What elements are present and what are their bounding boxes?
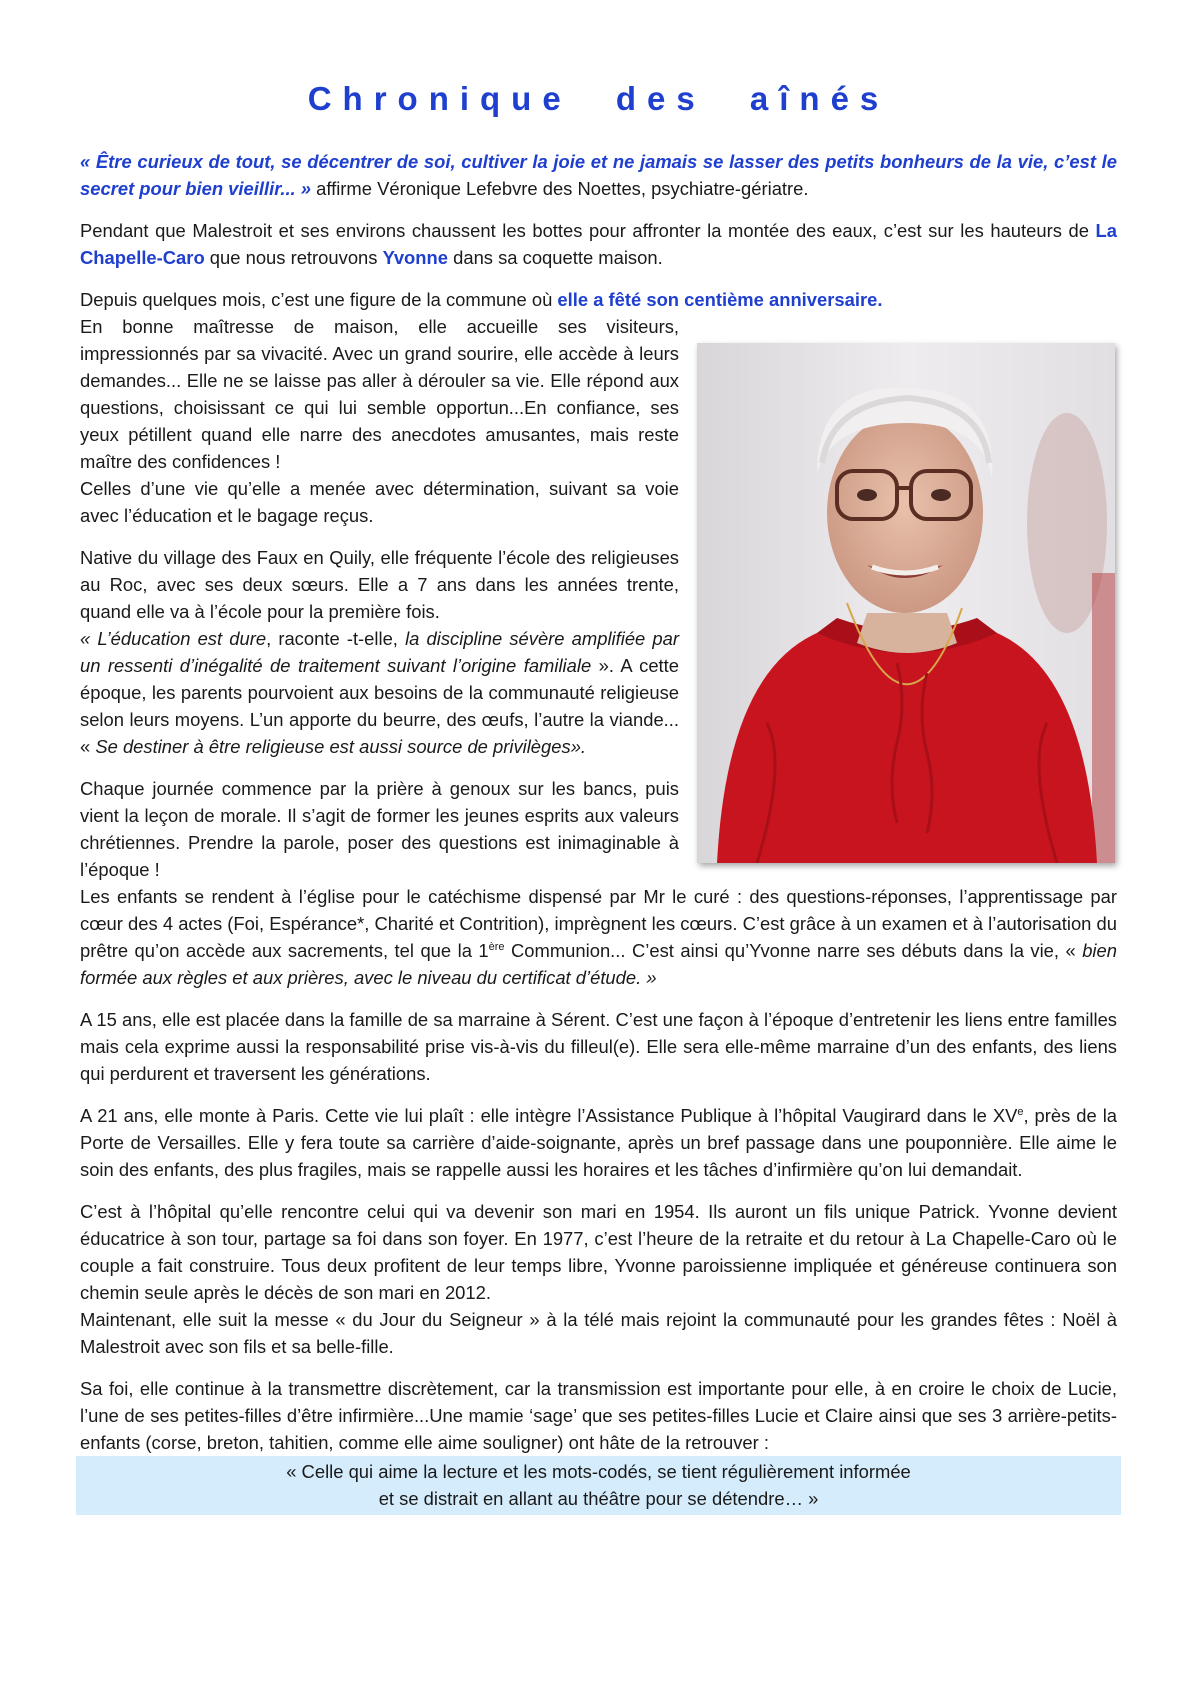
text-span: Native du village des Faux en Quily, elle fréquente l’école des religieuses au Roc, avec ses deux sœurs. Elle a 7 ans dans les années trente, quand elle va à l’école pour la première fois. [80, 547, 679, 622]
closing-quote-line1: « Celle qui aime la lecture et les mots-codés, se tient régulièrement informée [286, 1461, 911, 1482]
text-span: Pendant que Malestroit et ses environs chaussent les bottes pour affronter la montée des eaux, c’est sur les hauteurs de [80, 220, 1096, 241]
paragraph-anniversary [80, 286, 1117, 313]
text-span: Les enfants se rendent à l’église pour le catéchisme dispensé par Mr le curé : des questions-réponses, l’apprentissage par cœur des 4 actes (Foi, Espérance*, Charité et Contrition), imprègnent les cœurs. C’est grâce à un examen et à l’autorisation du prêtre qu’on accède aux sacrements, tel que la 1 [80, 886, 1117, 961]
text-span: dans sa coquette maison. [448, 247, 663, 268]
quote-span: la discipline sévère amplifiée par un ressenti d’inégalité de traitement suivant l’origine familiale [80, 628, 680, 676]
quote-span: « L’éducation est dure [80, 628, 267, 649]
quote-span: bien formée aux règles et aux prières, avec le niveau du certificat d’étude. » [80, 940, 1117, 988]
text-span: , près de la Porte de Versailles. Elle y fera toute sa carrière d’aide-soignante, après un bref passage dans une pouponnière. Elle aime le soin des enfants, des plus fragiles, mais se rappelle aussi les horaires et les tâches d’infirmière qu’on lui demandait. [80, 1105, 1118, 1180]
intro-attribution: affirme Véronique Lefebvre des Noettes, psychiatre-gériatre. [311, 178, 809, 199]
article [80, 70, 1117, 1515]
paragraph-visit: En bonne maîtresse de maison, elle accueille ses visiteurs, impressionnés par sa vivacité. Avec un grand sourire, elle accède à leurs demandes... Elle ne se laisse pas aller à dérouler sa vie. Elle répond aux questions, choisissant ce qui lui semble opportun...En confiance, ses yeux pétillent quand elle narre des anecdotes amusantes, mais reste maître des confidences ! [80, 316, 679, 472]
text-span: , raconte -t-elle, [266, 628, 406, 649]
closing-quote-box [76, 1456, 1121, 1515]
paragraph-godmother: A 15 ans, elle est placée dans la famille de sa marraine à Sérent. C’est une façon à l’époque d’entretenir les liens entre familles mais cela exprime aussi la responsabilité prise vis-à-vis du filleul(e). Elle sera elle-même marraine d’un des enfants, des liens qui perdurent et traversent les générations. [80, 1009, 1117, 1084]
person-name: Yvonne [382, 247, 448, 268]
superscript: e [1017, 1105, 1024, 1118]
photo-section [80, 313, 1117, 883]
text-span: Depuis quelques mois, c’est une figure de la commune où [80, 289, 558, 310]
text-span: ». A cette époque, les parents pourvoient aux besoins de la communauté religieuse selon leurs moyens. L’un apporte du beurre, des œufs, l’autre la viande... « [80, 655, 679, 757]
portrait-image [697, 343, 1115, 863]
page-title: Chronique des aînés [307, 80, 890, 117]
paragraph-daily: Chaque journée commence par la prière à genoux sur les bancs, puis vient la leçon de morale. Il s’agit de former les jeunes esprits aux valeurs chrétiennes. Prendre la parole, poser des questions est inimaginable à l’époque ! [80, 778, 679, 880]
anniversary-highlight: elle a fêté son centième anniversaire. [557, 289, 883, 310]
text-span: que nous retrouvons [204, 247, 383, 268]
intro-quote: « Être curieux de tout, se décentrer de soi, cultiver la joie et ne jamais se lasser des petits bonheurs de la vie, c’est le secret pour bien vieillir... » [80, 151, 1117, 199]
paragraph-catechism [80, 883, 1117, 991]
superscript: ère [488, 940, 505, 953]
closing-quote-line2: et se distrait en allant au théâtre pour se détendre… » [378, 1488, 819, 1509]
paragraph-setting [80, 217, 1117, 271]
paragraph-faith: Sa foi, elle continue à la transmettre discrètement, car la transmission est importante pour elle, à en croire le choix de Lucie, l’une de ses petites-filles d’être infirmière...Une mamie ‘sage’ que ses petites-filles Lucie et Claire ainsi que ses 3 arrière-petits-enfants (corse, breton, tahitien, comme elle aime souligner) ont hâte de la retrouver : [80, 1378, 1117, 1453]
quote-span: Se destiner à être religieuse est aussi source de privilèges». [95, 736, 587, 757]
portrait-photo [697, 343, 1117, 865]
text-span: A 21 ans, elle monte à Paris. Cette vie lui plaît : elle intègre l’Assistance Publique à l’hôpital Vaugirard dans le XV [80, 1105, 1018, 1126]
text-span: Communion... C’est ainsi qu’Yvonne narre ses débuts dans la vie, « [504, 940, 1083, 961]
paragraph-marriage: C’est à l’hôpital qu’elle rencontre celui qui va devenir son mari en 1954. Ils auront un fils unique Patrick. Yvonne devient éducatrice à son tour, partage sa foi dans son foyer. En 1977, c’est l’heure de la retraite et du retour à La Chapelle-Caro où le couple a fait construire. Tous deux profitent de leur temps libre, Yvonne paroissienne impliquée et généreuse continuera son chemin seule après le décès de son mari en 2012. [80, 1201, 1117, 1303]
paragraph-paris [80, 1102, 1117, 1183]
intro-paragraph [80, 148, 1117, 202]
paragraph-now: Maintenant, elle suit la messe « du Jour du Seigneur » à la télé mais rejoint la communauté pour les grandes fêtes : Noël à Malestroit avec son fils et sa belle-fille. [80, 1309, 1117, 1357]
place-name: La Chapelle-Caro [80, 220, 1117, 268]
paragraph-life: Celles d’une vie qu’elle a menée avec détermination, suivant sa voie avec l’éducation et le bagage reçus. [80, 478, 679, 526]
